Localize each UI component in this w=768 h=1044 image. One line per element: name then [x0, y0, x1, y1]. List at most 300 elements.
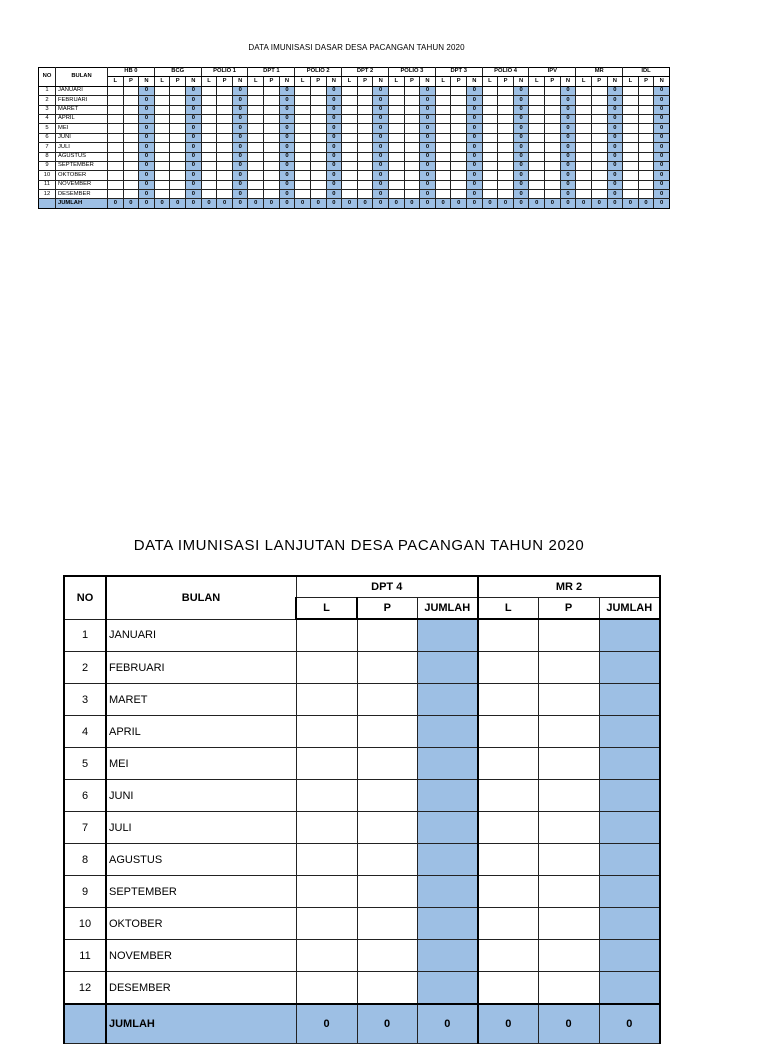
cell-p	[404, 171, 420, 180]
data-cell	[296, 940, 357, 972]
cell-l	[482, 124, 498, 133]
cell-p	[498, 86, 514, 95]
cell-p	[591, 190, 607, 199]
cell-p	[404, 152, 420, 161]
cell-p	[498, 180, 514, 189]
data-cell	[357, 876, 417, 908]
cell-n: 0	[232, 143, 248, 152]
row-no: 10	[39, 171, 56, 180]
cell-n: 0	[560, 161, 576, 170]
row-no: 9	[39, 161, 56, 170]
cell-l	[201, 86, 217, 95]
cell-l	[342, 161, 358, 170]
cell-l	[529, 152, 545, 161]
cell-n: 0	[560, 180, 576, 189]
cell-n: 0	[373, 143, 389, 152]
cell-l	[482, 133, 498, 142]
cell-p	[170, 143, 186, 152]
total-cell: 0	[417, 1004, 478, 1044]
cell-l	[529, 161, 545, 170]
data-cell	[296, 716, 357, 748]
cell-l	[576, 105, 592, 114]
cell-n: 0	[654, 152, 670, 161]
cell-p	[357, 161, 373, 170]
cell-n: 0	[607, 143, 623, 152]
sub-header: L	[154, 77, 170, 86]
total-cell: 0	[478, 1004, 538, 1044]
row-no: 3	[39, 105, 56, 114]
cell-l	[248, 143, 264, 152]
data-cell	[478, 844, 538, 876]
row-bulan: JULI	[56, 143, 108, 152]
cell-l	[295, 143, 311, 152]
data-cell	[417, 748, 478, 780]
sub-header: N	[186, 77, 202, 86]
cell-n: 0	[420, 133, 436, 142]
cell-l	[388, 96, 404, 105]
cell-p	[638, 190, 654, 199]
cell-p	[217, 171, 233, 180]
cell-p	[217, 96, 233, 105]
table-row	[39, 190, 670, 199]
cell-p	[170, 114, 186, 123]
cell-n: 0	[607, 190, 623, 199]
vaccine-header: DPT 1	[248, 68, 295, 77]
cell-p	[310, 105, 326, 114]
data-cell	[357, 652, 417, 684]
cell-n: 0	[186, 133, 202, 142]
cell-n: 0	[420, 114, 436, 123]
cell-n: 0	[373, 190, 389, 199]
cell-n: 0	[326, 105, 342, 114]
cell-l	[154, 143, 170, 152]
cell-n: 0	[467, 171, 483, 180]
sub-header: L	[576, 77, 592, 86]
cell-n: 0	[654, 190, 670, 199]
cell-p	[217, 114, 233, 123]
cell-p	[123, 105, 139, 114]
cell-l	[201, 171, 217, 180]
cell-n: 0	[654, 180, 670, 189]
data-cell	[599, 652, 660, 684]
cell-p	[451, 124, 467, 133]
cell-p	[264, 152, 280, 161]
cell-p	[404, 96, 420, 105]
total-label: JUMLAH	[56, 199, 108, 208]
data-cell	[599, 748, 660, 780]
cell-l	[529, 86, 545, 95]
cell-n: 0	[513, 86, 529, 95]
row-bulan: FEBRUARI	[56, 96, 108, 105]
data-cell	[296, 908, 357, 940]
cell-p	[217, 86, 233, 95]
cell-l	[623, 143, 639, 152]
row-bulan: MEI	[106, 748, 296, 780]
cell-n: 0	[232, 105, 248, 114]
total-cell: 0	[108, 199, 124, 208]
cell-n: 0	[467, 143, 483, 152]
row-bulan: APRIL	[56, 114, 108, 123]
cell-n: 0	[139, 124, 155, 133]
cell-n: 0	[607, 96, 623, 105]
cell-l	[201, 152, 217, 161]
sub-header: P	[404, 77, 420, 86]
cell-p	[217, 190, 233, 199]
cell-l	[154, 190, 170, 199]
cell-p	[217, 152, 233, 161]
header-no: NO	[39, 68, 56, 87]
cell-l	[529, 114, 545, 123]
row-no: 7	[64, 812, 106, 844]
cell-n: 0	[232, 124, 248, 133]
row-bulan: NOVEMBER	[106, 940, 296, 972]
total-cell: 0	[404, 199, 420, 208]
cell-l	[388, 190, 404, 199]
cell-p	[264, 161, 280, 170]
cell-p	[591, 133, 607, 142]
cell-p	[498, 152, 514, 161]
cell-n: 0	[232, 96, 248, 105]
cell-p	[498, 133, 514, 142]
cell-n: 0	[513, 114, 529, 123]
table-row	[39, 114, 670, 123]
cell-l	[482, 152, 498, 161]
cell-n: 0	[139, 133, 155, 142]
cell-l	[529, 96, 545, 105]
data-cell	[296, 812, 357, 844]
cell-l	[388, 161, 404, 170]
total-row-no	[39, 199, 56, 208]
cell-p	[310, 190, 326, 199]
cell-n: 0	[560, 124, 576, 133]
sub-header: L	[388, 77, 404, 86]
cell-p	[123, 152, 139, 161]
cell-l	[482, 190, 498, 199]
cell-l	[576, 161, 592, 170]
cell-l	[623, 190, 639, 199]
cell-p	[638, 152, 654, 161]
row-no: 1	[64, 619, 106, 652]
cell-l	[154, 114, 170, 123]
sub-header: P	[310, 77, 326, 86]
cell-n: 0	[186, 190, 202, 199]
cell-l	[623, 133, 639, 142]
table-row	[39, 171, 670, 180]
cell-n: 0	[513, 161, 529, 170]
cell-n: 0	[139, 171, 155, 180]
cell-l	[342, 190, 358, 199]
cell-l	[154, 133, 170, 142]
row-bulan: JANUARI	[106, 619, 296, 652]
total-cell: 0	[560, 199, 576, 208]
sub-header: L	[435, 77, 451, 86]
cell-l	[623, 180, 639, 189]
header-bulan: BULAN	[56, 68, 108, 87]
cell-l	[295, 105, 311, 114]
cell-n: 0	[420, 96, 436, 105]
cell-n: 0	[654, 86, 670, 95]
cell-l	[529, 105, 545, 114]
cell-l	[435, 133, 451, 142]
cell-n: 0	[326, 171, 342, 180]
cell-n: 0	[186, 143, 202, 152]
data-cell	[357, 908, 417, 940]
cell-p	[264, 124, 280, 133]
cell-l	[248, 190, 264, 199]
cell-l	[248, 133, 264, 142]
row-bulan: DESEMBER	[106, 972, 296, 1005]
cell-l	[623, 152, 639, 161]
cell-p	[451, 171, 467, 180]
data-cell	[417, 780, 478, 812]
total-cell: 0	[591, 199, 607, 208]
cell-p	[638, 143, 654, 152]
cell-l	[482, 105, 498, 114]
total-cell: 0	[638, 199, 654, 208]
cell-p	[357, 190, 373, 199]
cell-p	[310, 124, 326, 133]
cell-p	[170, 133, 186, 142]
cell-p	[591, 96, 607, 105]
cell-n: 0	[279, 86, 295, 95]
cell-p	[498, 105, 514, 114]
cell-p	[404, 124, 420, 133]
data-cell	[417, 716, 478, 748]
sub-header: L	[248, 77, 264, 86]
sub-header: N	[654, 77, 670, 86]
cell-l	[482, 114, 498, 123]
sub-header: P	[591, 77, 607, 86]
cell-l	[154, 96, 170, 105]
row-no: 12	[39, 190, 56, 199]
cell-n: 0	[560, 190, 576, 199]
vaccine-header: POLIO 1	[201, 68, 248, 77]
cell-p	[264, 114, 280, 123]
cell-p	[357, 105, 373, 114]
table1-title: DATA IMUNISASI DASAR DESA PACANGAN TAHUN 2020	[248, 43, 465, 52]
cell-p	[498, 143, 514, 152]
cell-n: 0	[420, 171, 436, 180]
sub-header: P	[357, 77, 373, 86]
total-cell: 0	[296, 1004, 357, 1044]
row-no: 11	[39, 180, 56, 189]
data-cell	[538, 908, 599, 940]
cell-p	[123, 171, 139, 180]
total-cell: 0	[529, 199, 545, 208]
cell-p	[170, 96, 186, 105]
cell-n: 0	[654, 143, 670, 152]
total-cell: 0	[482, 199, 498, 208]
cell-n: 0	[373, 105, 389, 114]
data-cell	[478, 940, 538, 972]
cell-n: 0	[513, 180, 529, 189]
data-cell	[357, 684, 417, 716]
cell-p	[357, 180, 373, 189]
data-cell	[417, 844, 478, 876]
total-cell: 0	[295, 199, 311, 208]
cell-p	[545, 143, 561, 152]
row-bulan: APRIL	[106, 716, 296, 748]
cell-p	[545, 180, 561, 189]
cell-n: 0	[513, 96, 529, 105]
cell-n: 0	[373, 161, 389, 170]
row-no: 2	[64, 652, 106, 684]
data-cell	[417, 876, 478, 908]
total-cell: 0	[170, 199, 186, 208]
cell-p	[123, 133, 139, 142]
table-row	[64, 780, 660, 812]
data-cell	[599, 780, 660, 812]
total-cell: 0	[326, 199, 342, 208]
data-cell	[357, 716, 417, 748]
cell-p	[123, 180, 139, 189]
cell-p	[357, 86, 373, 95]
cell-p	[545, 114, 561, 123]
row-no: 4	[39, 114, 56, 123]
cell-l	[388, 143, 404, 152]
cell-l	[201, 96, 217, 105]
cell-n: 0	[326, 143, 342, 152]
cell-l	[295, 171, 311, 180]
cell-l	[482, 180, 498, 189]
data-cell	[599, 908, 660, 940]
total-cell: 0	[357, 1004, 417, 1044]
sub-header: P	[170, 77, 186, 86]
cell-l	[435, 114, 451, 123]
data-cell	[538, 844, 599, 876]
cell-l	[108, 152, 124, 161]
data-cell	[296, 844, 357, 876]
cell-l	[248, 161, 264, 170]
sub-header: P	[217, 77, 233, 86]
cell-n: 0	[279, 161, 295, 170]
cell-l	[435, 190, 451, 199]
cell-l	[248, 180, 264, 189]
cell-p	[638, 133, 654, 142]
data-cell	[296, 780, 357, 812]
data-cell	[417, 940, 478, 972]
cell-p	[498, 171, 514, 180]
cell-n: 0	[420, 190, 436, 199]
cell-p	[638, 96, 654, 105]
sub-header: P	[357, 598, 417, 620]
cell-n: 0	[420, 180, 436, 189]
cell-p	[591, 161, 607, 170]
cell-p	[545, 124, 561, 133]
cell-p	[498, 96, 514, 105]
cell-n: 0	[326, 180, 342, 189]
cell-n: 0	[139, 180, 155, 189]
header-no: NO	[64, 576, 106, 619]
row-no: 6	[64, 780, 106, 812]
cell-p	[591, 114, 607, 123]
data-cell	[357, 812, 417, 844]
table-row	[39, 86, 670, 95]
cell-l	[108, 161, 124, 170]
cell-n: 0	[373, 171, 389, 180]
cell-n: 0	[373, 152, 389, 161]
cell-n: 0	[186, 86, 202, 95]
vaccine-header: BCG	[154, 68, 201, 77]
cell-l	[108, 86, 124, 95]
total-cell: 0	[599, 1004, 660, 1044]
cell-p	[545, 96, 561, 105]
cell-p	[591, 180, 607, 189]
cell-n: 0	[467, 161, 483, 170]
cell-p	[357, 143, 373, 152]
cell-l	[435, 171, 451, 180]
cell-l	[248, 171, 264, 180]
cell-l	[435, 143, 451, 152]
total-cell: 0	[576, 199, 592, 208]
data-cell	[538, 780, 599, 812]
cell-n: 0	[279, 152, 295, 161]
cell-n: 0	[607, 105, 623, 114]
cell-n: 0	[560, 143, 576, 152]
cell-n: 0	[654, 105, 670, 114]
data-cell	[538, 812, 599, 844]
cell-l	[108, 105, 124, 114]
cell-n: 0	[513, 171, 529, 180]
data-cell	[538, 940, 599, 972]
sub-header: N	[560, 77, 576, 86]
row-no: 8	[64, 844, 106, 876]
cell-l	[435, 96, 451, 105]
cell-n: 0	[186, 124, 202, 133]
cell-n: 0	[607, 133, 623, 142]
sub-header: N	[513, 77, 529, 86]
sub-header: N	[373, 77, 389, 86]
table-row	[64, 716, 660, 748]
sub-header: P	[545, 77, 561, 86]
vaccine-header: DPT 2	[342, 68, 389, 77]
total-cell: 0	[139, 199, 155, 208]
cell-p	[638, 105, 654, 114]
cell-n: 0	[607, 86, 623, 95]
total-cell: 0	[545, 199, 561, 208]
cell-l	[154, 161, 170, 170]
cell-l	[435, 180, 451, 189]
row-bulan: SEPTEMBER	[106, 876, 296, 908]
cell-l	[248, 105, 264, 114]
cell-p	[638, 171, 654, 180]
cell-l	[482, 96, 498, 105]
total-cell: 0	[310, 199, 326, 208]
sub-header: L	[296, 598, 357, 620]
cell-n: 0	[279, 114, 295, 123]
cell-l	[108, 143, 124, 152]
table-row	[39, 96, 670, 105]
cell-l	[201, 105, 217, 114]
cell-p	[264, 96, 280, 105]
cell-p	[545, 190, 561, 199]
sub-header: N	[232, 77, 248, 86]
data-cell	[538, 684, 599, 716]
cell-p	[638, 180, 654, 189]
data-cell	[357, 748, 417, 780]
table-row	[39, 180, 670, 189]
cell-p	[123, 86, 139, 95]
cell-l	[529, 171, 545, 180]
cell-p	[217, 133, 233, 142]
table-row	[64, 748, 660, 780]
cell-p	[498, 114, 514, 123]
cell-n: 0	[186, 152, 202, 161]
sub-header: P	[123, 77, 139, 86]
sub-header: P	[264, 77, 280, 86]
cell-n: 0	[373, 133, 389, 142]
cell-l	[295, 96, 311, 105]
